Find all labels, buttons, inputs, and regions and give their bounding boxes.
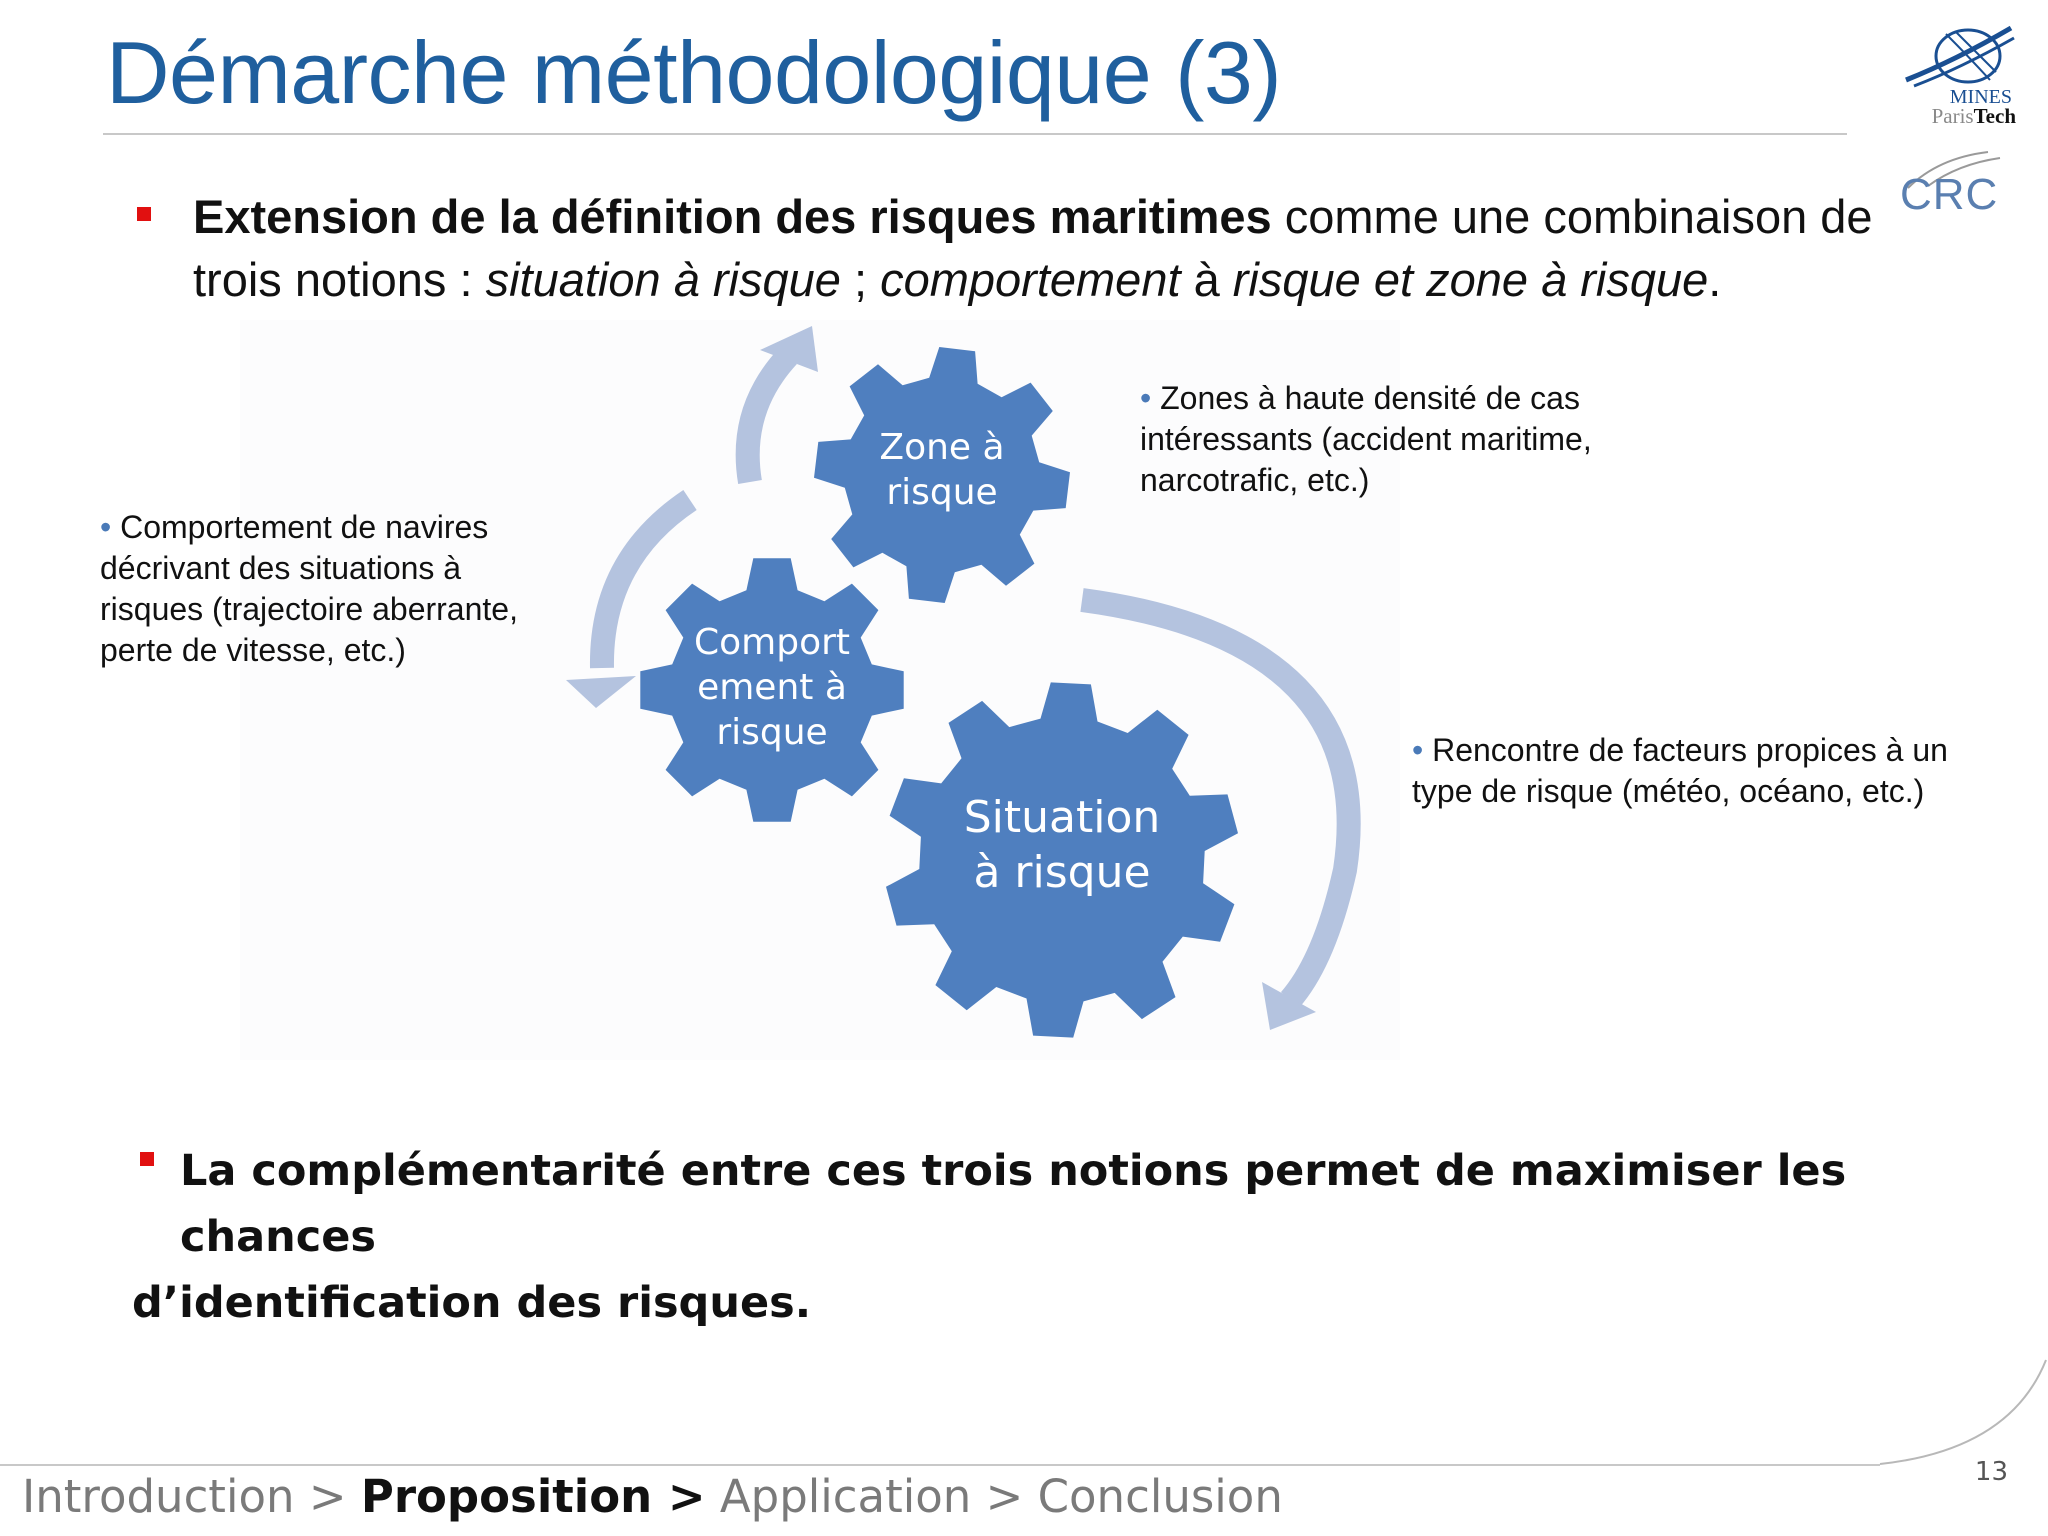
page-number: 13 (1974, 1457, 2008, 1487)
conclusion-paragraph: La complémentarité entre ces trois notions permet de maximiser les chances d’identification des risques. (132, 1146, 1847, 1328)
intro-paragraph: Extension de la définition des risques maritimes comme une combinaison de trois notions : situation à risque ; comportement à risque et zone à risque. (193, 190, 1873, 306)
arrow-to-zone (748, 356, 788, 482)
gear-zone-label: Zone à risque (879, 427, 1005, 513)
mines-wordmark: MINES (1949, 86, 2012, 108)
note-zone: • Zones à haute densité de cas intéressants (accident maritime, narcotrafic, etc.) (1140, 380, 1592, 498)
paristech-wordmark: ParisTech (1931, 104, 2016, 128)
breadcrumb-introduction[interactable]: Introduction (22, 1470, 295, 1523)
footer-divider (0, 1464, 1880, 1466)
footer-curve-decoration (1860, 1340, 2048, 1470)
gear-comportement-label: Comport ement à risque (693, 622, 851, 753)
page-title: Démarche méthodologique (3) (106, 23, 1282, 122)
crc-wordmark: CRC (1900, 170, 1999, 219)
gear-situation-label: Situation à risque (963, 792, 1161, 898)
breadcrumb-conclusion[interactable]: Conclusion (1037, 1470, 1283, 1523)
note-comportement: • Comportement de navires décrivant des situations à risques (trajectoire aberrante, perte de vitesse, etc.) (100, 509, 518, 668)
note-situation: • Rencontre de facteurs propices à un type de risque (météo, océano, etc.) (1412, 732, 1948, 809)
breadcrumb-proposition[interactable]: Proposition > (360, 1470, 706, 1523)
breadcrumb-application[interactable]: Application (719, 1470, 972, 1523)
breadcrumb: Introduction > Proposition > Application > Conclusion (22, 1470, 1283, 1523)
arrow-to-comportement-head (566, 676, 636, 708)
